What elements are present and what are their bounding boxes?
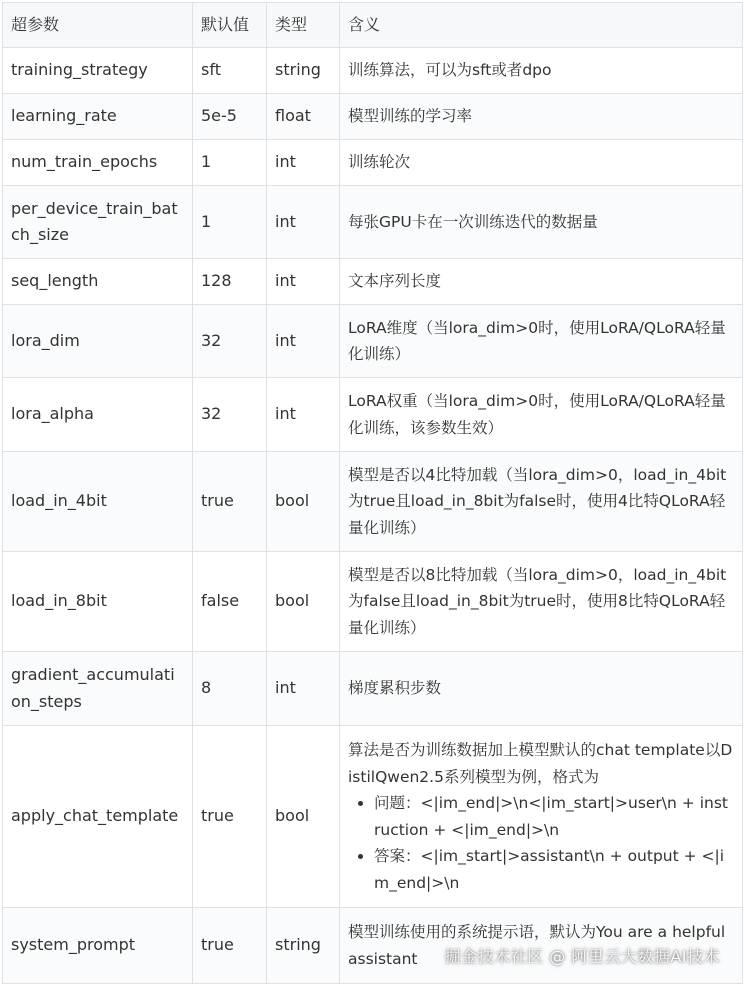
table-row bbox=[3, 378, 743, 452]
header-default: 默认值 bbox=[193, 3, 267, 48]
param-type: int bbox=[267, 378, 340, 452]
param-name: load_in_8bit bbox=[3, 552, 193, 652]
header-meaning: 含义 bbox=[340, 3, 743, 48]
format-list bbox=[348, 790, 734, 896]
table-row bbox=[3, 652, 743, 726]
param-default: 32 bbox=[193, 305, 267, 378]
param-default: true bbox=[193, 452, 267, 552]
param-type: bool bbox=[267, 552, 340, 652]
param-default: 128 bbox=[193, 259, 267, 305]
param-default: true bbox=[193, 908, 267, 984]
table-row bbox=[3, 140, 743, 186]
param-name: load_in_4bit bbox=[3, 452, 193, 552]
param-default: 1 bbox=[193, 140, 267, 186]
param-default: sft bbox=[193, 48, 267, 94]
list-item: • 问题：<|im_end|>\n<|im_start|>user\n + instruction + <|im_end|>\n bbox=[374, 790, 734, 843]
param-desc: 训练轮次 bbox=[340, 140, 743, 186]
table-row bbox=[3, 48, 743, 94]
param-desc bbox=[340, 726, 743, 908]
table-row bbox=[3, 552, 743, 652]
table-row bbox=[3, 94, 743, 140]
param-default: false bbox=[193, 552, 267, 652]
table-row bbox=[3, 452, 743, 552]
param-desc: 文本序列长度 bbox=[340, 259, 743, 305]
param-name: num_train_epochs bbox=[3, 140, 193, 186]
param-name: per_device_train_batch_size bbox=[3, 186, 193, 259]
param-type: bool bbox=[267, 726, 340, 908]
param-type: int bbox=[267, 652, 340, 726]
param-type: int bbox=[267, 259, 340, 305]
list-item: • 答案：<|im_start|>assistant\n + output + <|im_end|>\n bbox=[374, 843, 734, 896]
param-name: gradient_accumulation_steps bbox=[3, 652, 193, 726]
param-desc: 模型是否以4比特加载（当lora_dim>0，load_in_4bit为true且load_in_8bit为false时，使用4比特QLoRA轻量化训练） bbox=[340, 452, 743, 552]
param-desc: 模型训练使用的系统提示语，默认为You are a helpful assistant bbox=[340, 908, 743, 984]
param-desc: 训练算法，可以为sft或者dpo bbox=[340, 48, 743, 94]
param-type: bool bbox=[267, 452, 340, 552]
param-desc: 梯度累积步数 bbox=[340, 652, 743, 726]
param-default: true bbox=[193, 726, 267, 908]
hyperparameter-table bbox=[2, 2, 743, 984]
table-row bbox=[3, 305, 743, 378]
param-default: 5e-5 bbox=[193, 94, 267, 140]
table-row bbox=[3, 186, 743, 259]
table-row bbox=[3, 726, 743, 908]
param-name: lora_alpha bbox=[3, 378, 193, 452]
param-default: 8 bbox=[193, 652, 267, 726]
param-name: learning_rate bbox=[3, 94, 193, 140]
param-type: int bbox=[267, 305, 340, 378]
param-default: 32 bbox=[193, 378, 267, 452]
param-name: apply_chat_template bbox=[3, 726, 193, 908]
param-desc-text: 算法是否为训练数据加上模型默认的chat template以DistilQwen2.5系列模型为例，格式为 bbox=[348, 741, 733, 786]
param-type: string bbox=[267, 908, 340, 984]
table-header-row bbox=[3, 3, 743, 48]
param-name: training_strategy bbox=[3, 48, 193, 94]
param-name: lora_dim bbox=[3, 305, 193, 378]
param-type: string bbox=[267, 48, 340, 94]
param-type: float bbox=[267, 94, 340, 140]
param-desc: LoRA维度（当lora_dim>0时，使用LoRA/QLoRA轻量化训练） bbox=[340, 305, 743, 378]
param-desc: LoRA权重（当lora_dim>0时，使用LoRA/QLoRA轻量化训练，该参数生效） bbox=[340, 378, 743, 452]
param-desc: 每张GPU卡在一次训练迭代的数据量 bbox=[340, 186, 743, 259]
param-desc: 模型训练的学习率 bbox=[340, 94, 743, 140]
table-row bbox=[3, 259, 743, 305]
header-param: 超参数 bbox=[3, 3, 193, 48]
param-default: 1 bbox=[193, 186, 267, 259]
param-name: seq_length bbox=[3, 259, 193, 305]
param-desc: 模型是否以8比特加载（当lora_dim>0，load_in_4bit为false且load_in_8bit为true时，使用8比特QLoRA轻量化训练） bbox=[340, 552, 743, 652]
watermark: 掘金技术社区 @ 阿里云大数据AI技术 bbox=[444, 947, 720, 966]
param-type: int bbox=[267, 140, 340, 186]
header-type: 类型 bbox=[267, 3, 340, 48]
param-type: int bbox=[267, 186, 340, 259]
param-name: system_prompt bbox=[3, 908, 193, 984]
